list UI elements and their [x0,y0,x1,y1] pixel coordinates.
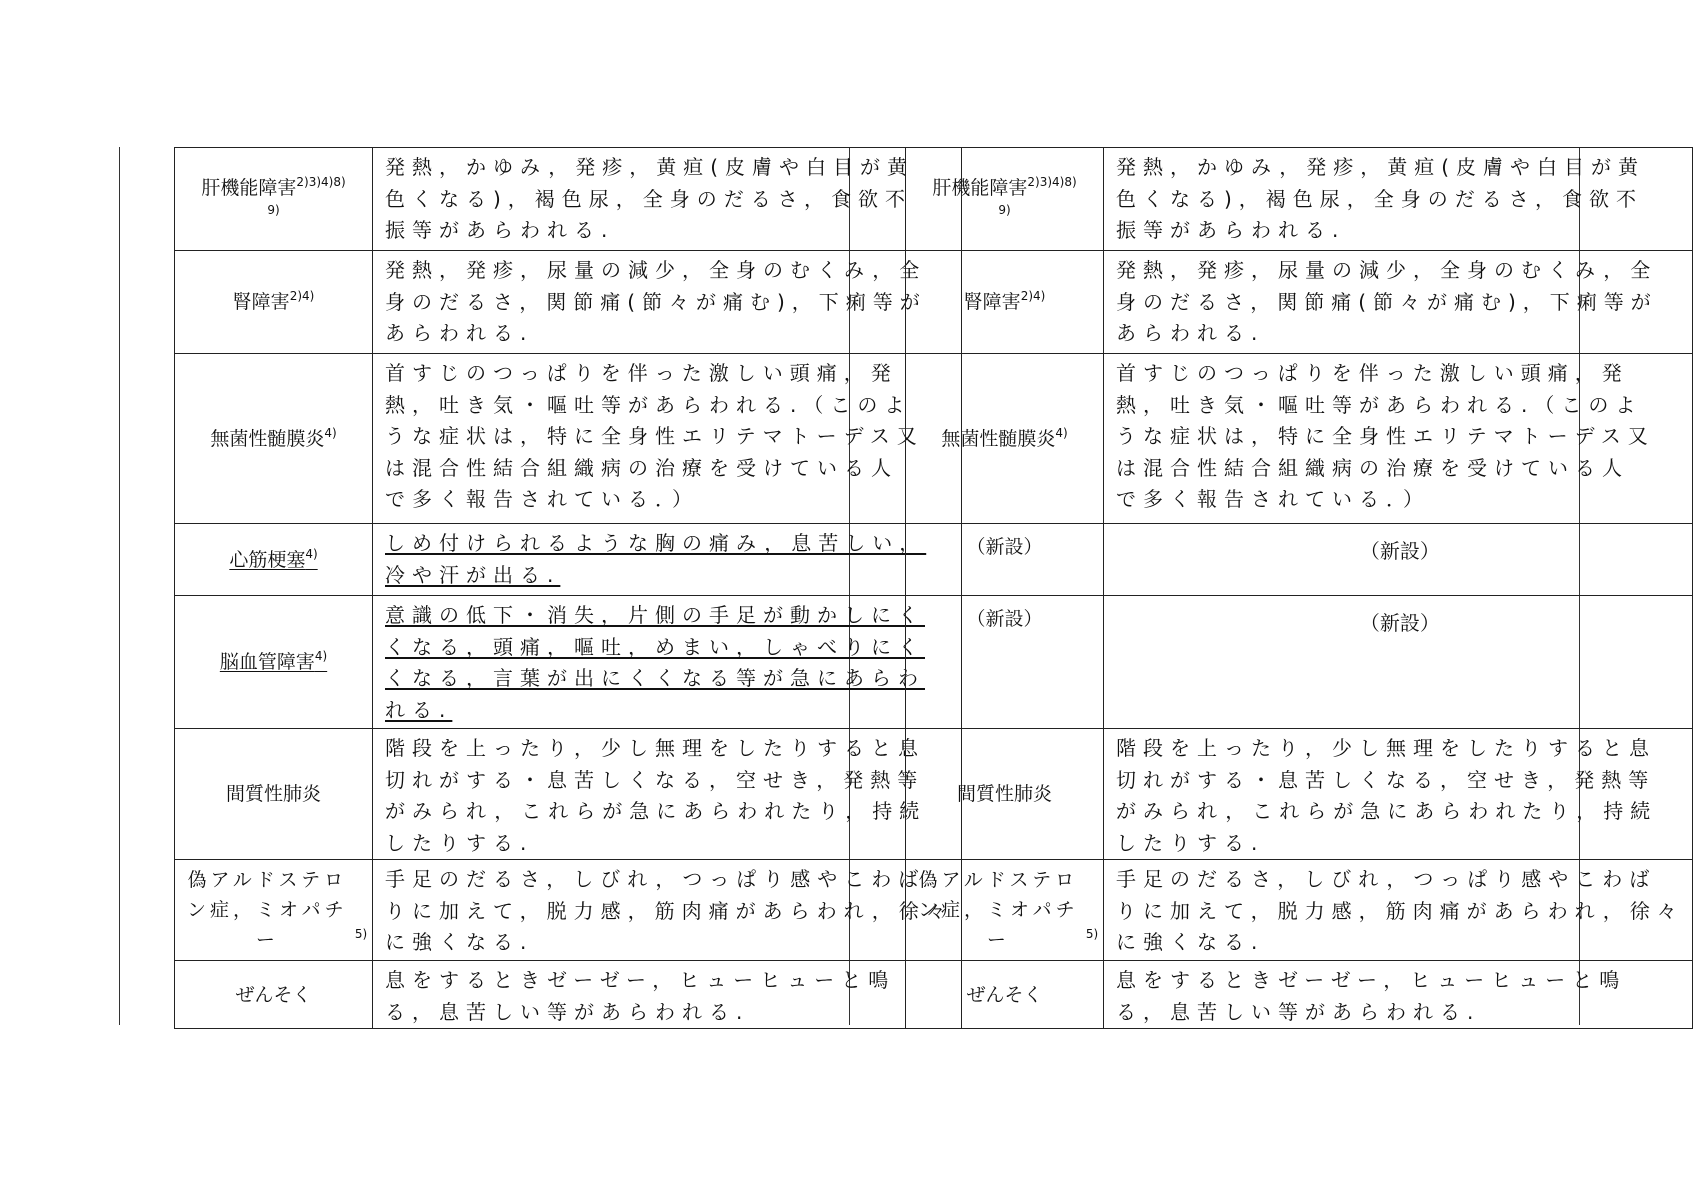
symptom-description-cell [1104,729,1693,860]
reference-superscript: 4) [305,546,318,561]
description-line: 階段を上ったり，少し無理をしたりすると息 [385,736,925,760]
description-line: 発熱，かゆみ，発疹，黄疸(皮膚や白目が黄 [385,155,915,179]
reference-superscript: 4) [324,425,337,440]
description-line: うな症状は，特に全身性エリテマトーデス又 [385,424,924,448]
description-line: 振等があらわれる. [385,218,615,242]
description-line: 首すじのつっぱりを伴った激しい頭痛，発 [385,361,898,385]
description-line: 発熱，発疹，尿量の減少，全身のむくみ，全 [1116,258,1658,282]
symptom-name-cell [175,596,373,729]
description-line: で多く報告されている．） [385,487,699,511]
description-line: うな症状は，特に全身性エリテマトーデス又 [1116,424,1655,448]
description-line: は混合性結合組織病の治療を受けている人 [385,455,898,480]
reference-superscript-cont: 9) [998,203,1011,217]
table-row [175,524,962,596]
reference-superscript: 2)3)4)8) [296,175,346,189]
symptom-description-cell [1104,251,1693,354]
symptom-description-cell [1104,148,1693,251]
description-line: れる. [385,697,453,722]
table-row [906,354,1693,524]
symptom-description-cell [373,148,962,251]
reference-superscript: 2)3)4)8) [1027,175,1077,189]
table-row [906,524,1693,596]
description-line: あらわれる. [1116,321,1265,345]
symptom-name-cell [906,729,1104,860]
description-line: したりする. [385,830,534,855]
symptom-name-cell [175,729,373,860]
reference-superscript: 5) [354,927,368,941]
symptom-description-cell [373,596,962,729]
symptom-name: 無菌性髄膜炎 [210,427,325,450]
description-line: 身のだるさ，関節痛(節々が痛む)，下痢等が [1116,289,1658,314]
description-line: 振等があらわれる. [1116,218,1346,242]
description-line: くなる，言葉が出にくくなる等が急にあらわ [385,666,925,690]
table-row [175,961,962,1029]
symptom-name: 偽アルドステロン症，ミオパチー [187,869,348,951]
symptom-name: 間質性肺炎 [956,783,1052,805]
description-line: りに加えて，脱力感，筋肉痛があらわれ，徐々 [1116,898,1684,923]
symptom-description-cell [1104,596,1693,729]
description-line: 手足のだるさ，しびれ，つっぱり感やこわば [1116,867,1657,891]
description-line: る，息苦しい等があらわれる. [1116,999,1481,1024]
symptom-name: （新設） [966,608,1043,630]
symptom-name-cell [906,524,1104,596]
description-line: 切れがする・息苦しくなる，空せき，発熱等 [385,767,925,792]
description-line: 身のだるさ，関節痛(節々が痛む)，下痢等が [385,289,927,314]
revised-table [174,147,962,1029]
table-row [175,596,962,729]
symptom-description-cell [1104,860,1693,961]
symptom-name: 腎障害 [232,291,290,313]
symptom-name-cell [175,860,373,961]
description-line: あらわれる. [385,321,534,345]
symptom-description-cell [1104,524,1693,596]
description-line: したりする. [1116,830,1265,855]
description-line: 息をするときゼーゼー，ヒューヒューと鳴 [385,968,896,992]
description-line: 息をするときゼーゼー，ヒューヒューと鳴 [1116,968,1627,992]
symptom-description-cell [373,251,962,354]
symptom-name-cell [175,961,373,1029]
symptom-name-cell [906,251,1104,354]
description-line: がみられ，これらが急にあらわれたり，持続 [385,799,927,823]
description-line: は混合性結合組織病の治療を受けている人 [1116,455,1629,480]
description-line: がみられ，これらが急にあらわれたり，持続 [1116,799,1658,823]
symptom-name: ぜんそく [235,983,312,1006]
description-line: しめ付けられるような胸の痛み，息苦しい， [385,531,927,555]
symptom-name-cell [175,251,373,354]
description-line: 首すじのつっぱりを伴った激しい頭痛，発 [1116,361,1629,385]
description-line: 発熱，発疹，尿量の減少，全身のむくみ，全 [385,258,927,282]
description-line: 切れがする・息苦しくなる，空せき，発熱等 [1116,767,1656,792]
description-line: で多く報告されている．） [1116,487,1430,511]
table-row [906,596,1693,729]
table-row [175,354,962,524]
table-row [906,148,1693,251]
symptom-description-cell [373,729,962,860]
description-line: 冷や汗が出る. [385,562,561,587]
table-row [175,729,962,860]
symptom-description-cell [373,354,962,524]
symptom-name: 心筋梗塞 [229,548,306,571]
table-row [906,251,1693,354]
description-line: （新設） [1359,539,1440,563]
description-line: 色くなる)，褐色尿，全身のだるさ，食欲不 [1116,186,1644,211]
description-line: 色くなる)，褐色尿，全身のだるさ，食欲不 [385,186,913,211]
reference-superscript: 5) [1085,927,1099,941]
symptom-name-cell [906,148,1104,251]
description-line: くなる，頭痛，嘔吐，めまい，しゃべりにく [385,634,925,659]
left-margin-rule [119,147,120,1025]
symptom-name: 肝機能障害 [932,177,1028,199]
symptom-name: 脳血管障害 [219,651,315,673]
description-line: 熱，吐き気・嘔吐等があらわれる.（このよ [1116,392,1643,417]
symptom-description-cell [1104,961,1693,1029]
description-line: （新設） [1359,611,1440,635]
symptom-name-cell [906,860,1104,961]
symptom-name-cell [906,596,1104,729]
reference-superscript: 2)4) [1020,289,1046,303]
description-line: りに加えて，脱力感，筋肉痛があらわれ，徐々 [385,898,953,923]
description-line: 意識の低下・消失，片側の手足が動かしにく [385,603,925,627]
table-row [906,729,1693,860]
reference-superscript-cont: 9) [267,203,280,217]
description-line: に強くなる. [385,930,534,954]
reference-superscript: 4) [1055,425,1068,440]
table-row [175,251,962,354]
table-row [906,961,1693,1029]
description-line: 階段を上ったり，少し無理をしたりすると息 [1116,736,1656,760]
description-line: る，息苦しい等があらわれる. [385,999,750,1024]
symptom-name-cell [906,354,1104,524]
description-line: 手足のだるさ，しびれ，つっぱり感やこわば [385,867,926,891]
table-row [175,860,962,961]
symptom-name: ぜんそく [966,983,1043,1006]
reference-superscript: 4) [314,649,328,663]
symptom-name-cell [175,354,373,524]
description-line: に強くなる. [1116,930,1265,954]
symptom-name: 間質性肺炎 [225,783,321,805]
table-row [906,860,1693,961]
description-line: 発熱，かゆみ，発疹，黄疸(皮膚や白目が黄 [1116,155,1646,179]
symptom-name: 肝機能障害 [201,177,297,199]
symptom-description-cell [373,961,962,1029]
symptom-name: 腎障害 [963,291,1021,313]
symptom-description-cell [1104,354,1693,524]
symptom-name-cell [906,961,1104,1029]
table-row [175,148,962,251]
symptom-name: 偽アルドステロン症，ミオパチー [918,869,1079,951]
symptom-name-cell [175,148,373,251]
reference-superscript: 2)4) [289,289,315,303]
current-table [905,147,1693,1029]
symptom-name: 無菌性髄膜炎 [941,427,1056,450]
symptom-name: （新設） [966,536,1043,558]
symptom-description-cell [373,524,962,596]
symptom-name-cell [175,524,373,596]
description-line: 熱，吐き気・嘔吐等があらわれる.（このよ [385,392,912,417]
symptom-description-cell [373,860,962,961]
